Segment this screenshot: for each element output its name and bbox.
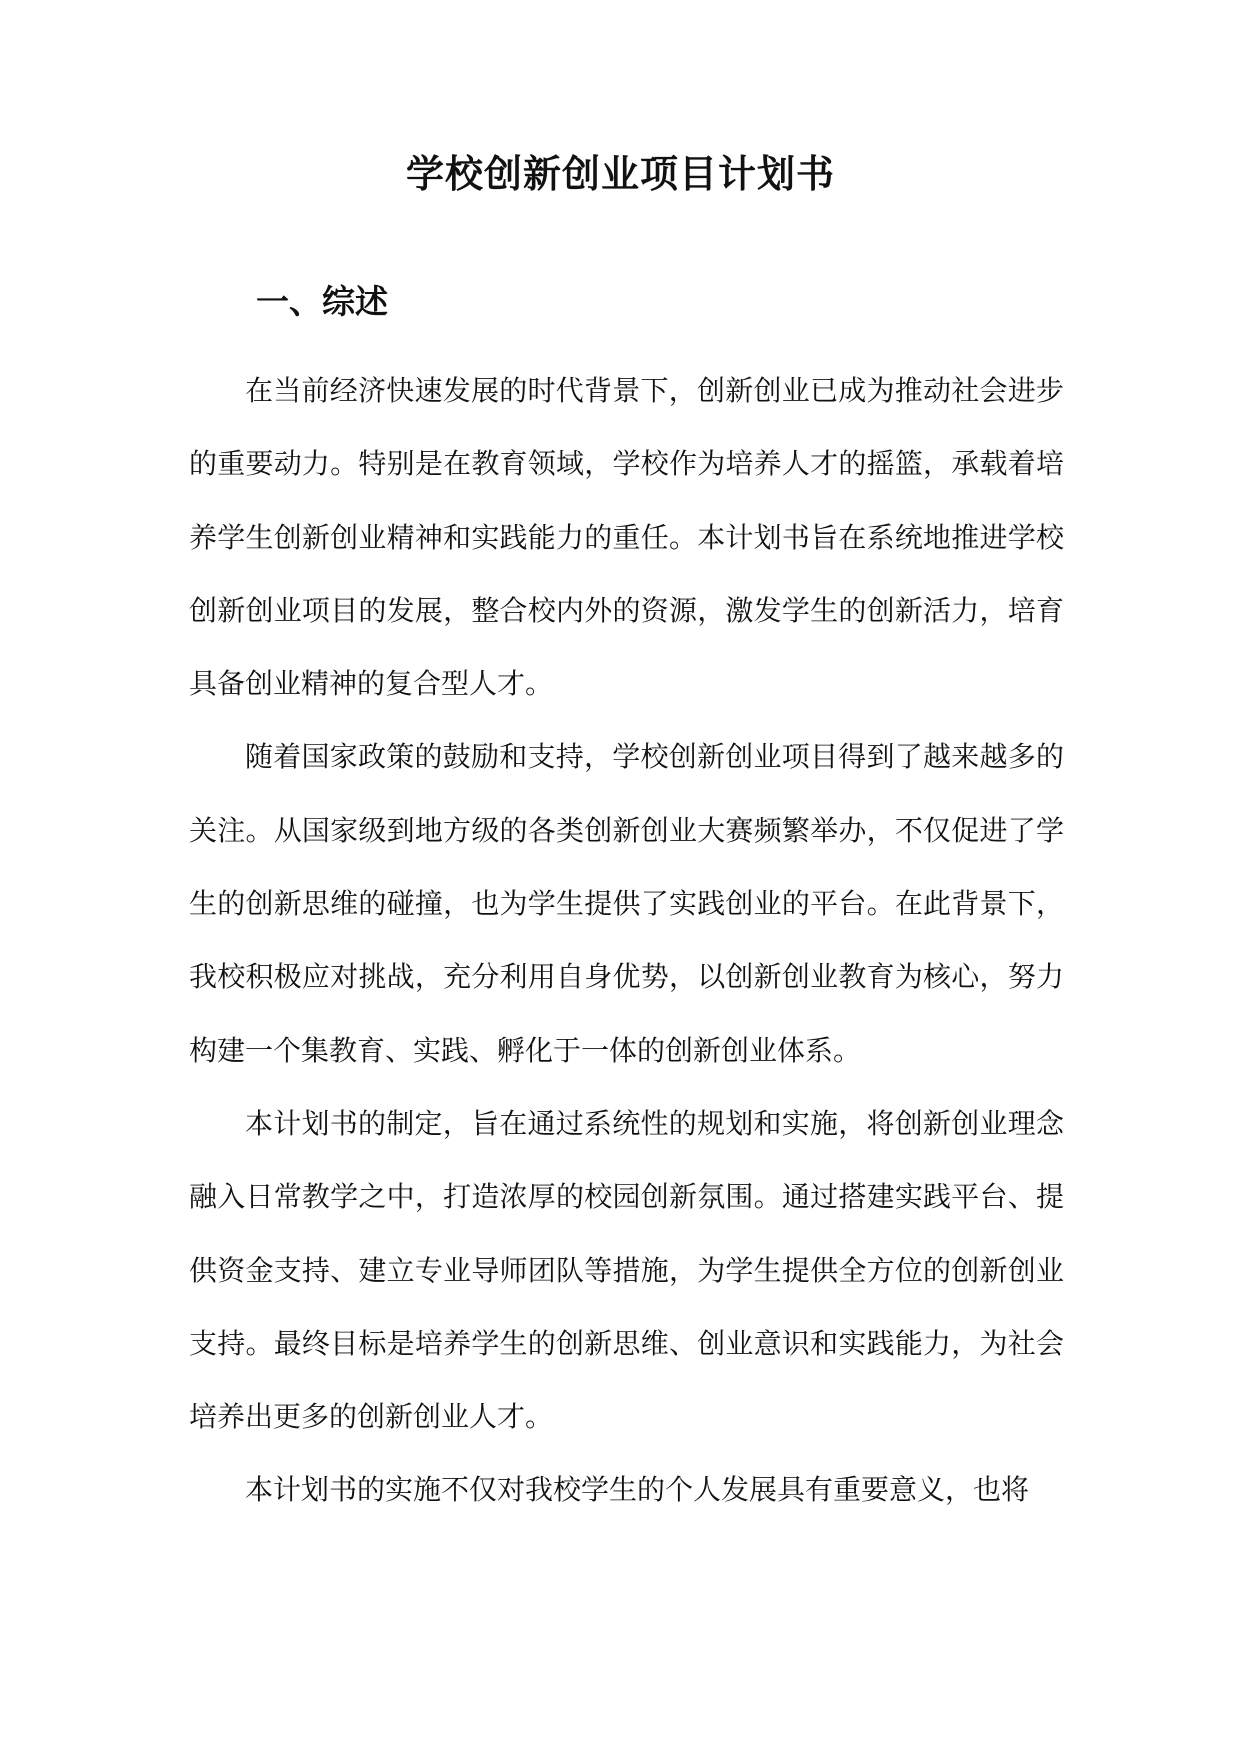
paragraph-1: 在当前经济快速发展的时代背景下，创新创业已成为推动社会进步的重要动力。特别是在教育领域，学校作为培养人才的摇篮，承载着培养学生创新创业精神和实践能力的重任。本计划书旨在系统地推进学校创新创业项目的发展，整合校内外的资源，激发学生的创新活力，培育具备创业精神的复合型人才。 (189, 374, 1064, 701)
paragraph-3: 本计划书的制定，旨在通过系统性的规划和实施，将创新创业理念融入日常教学之中，打造浓厚的校园创新氛围。通过搭建实践平台、提供资金支持、建立专业导师团队等措施，为学生提供全方位的创新创业支持。最终目标是培养学生的创新思维、创业意识和实践能力，为社会培养出更多的创新创业人才。 (189, 1106, 1064, 1434)
body-text (189, 354, 1064, 1527)
paragraph-2: 随着国家政策的鼓励和支持，学校创新创业项目得到了越来越多的关注。从国家级到地方级的各类创新创业大赛频繁举办，不仅促进了学生的创新思维的碰撞，也为学生提供了实践创业的平台。在此背景下，我校积极应对挑战，充分利用自身优势，以创新创业教育为核心，努力构建一个集教育、实践、孵化于一体的创新创业体系。 (189, 740, 1064, 1067)
document-title: 学校创新创业项目计划书 (405, 151, 835, 196)
paragraph-4: 本计划书的实施不仅对我校学生的个人发展具有重要意义，也将 (245, 1473, 1030, 1507)
section-heading-overview: 一、综述 (256, 282, 388, 321)
